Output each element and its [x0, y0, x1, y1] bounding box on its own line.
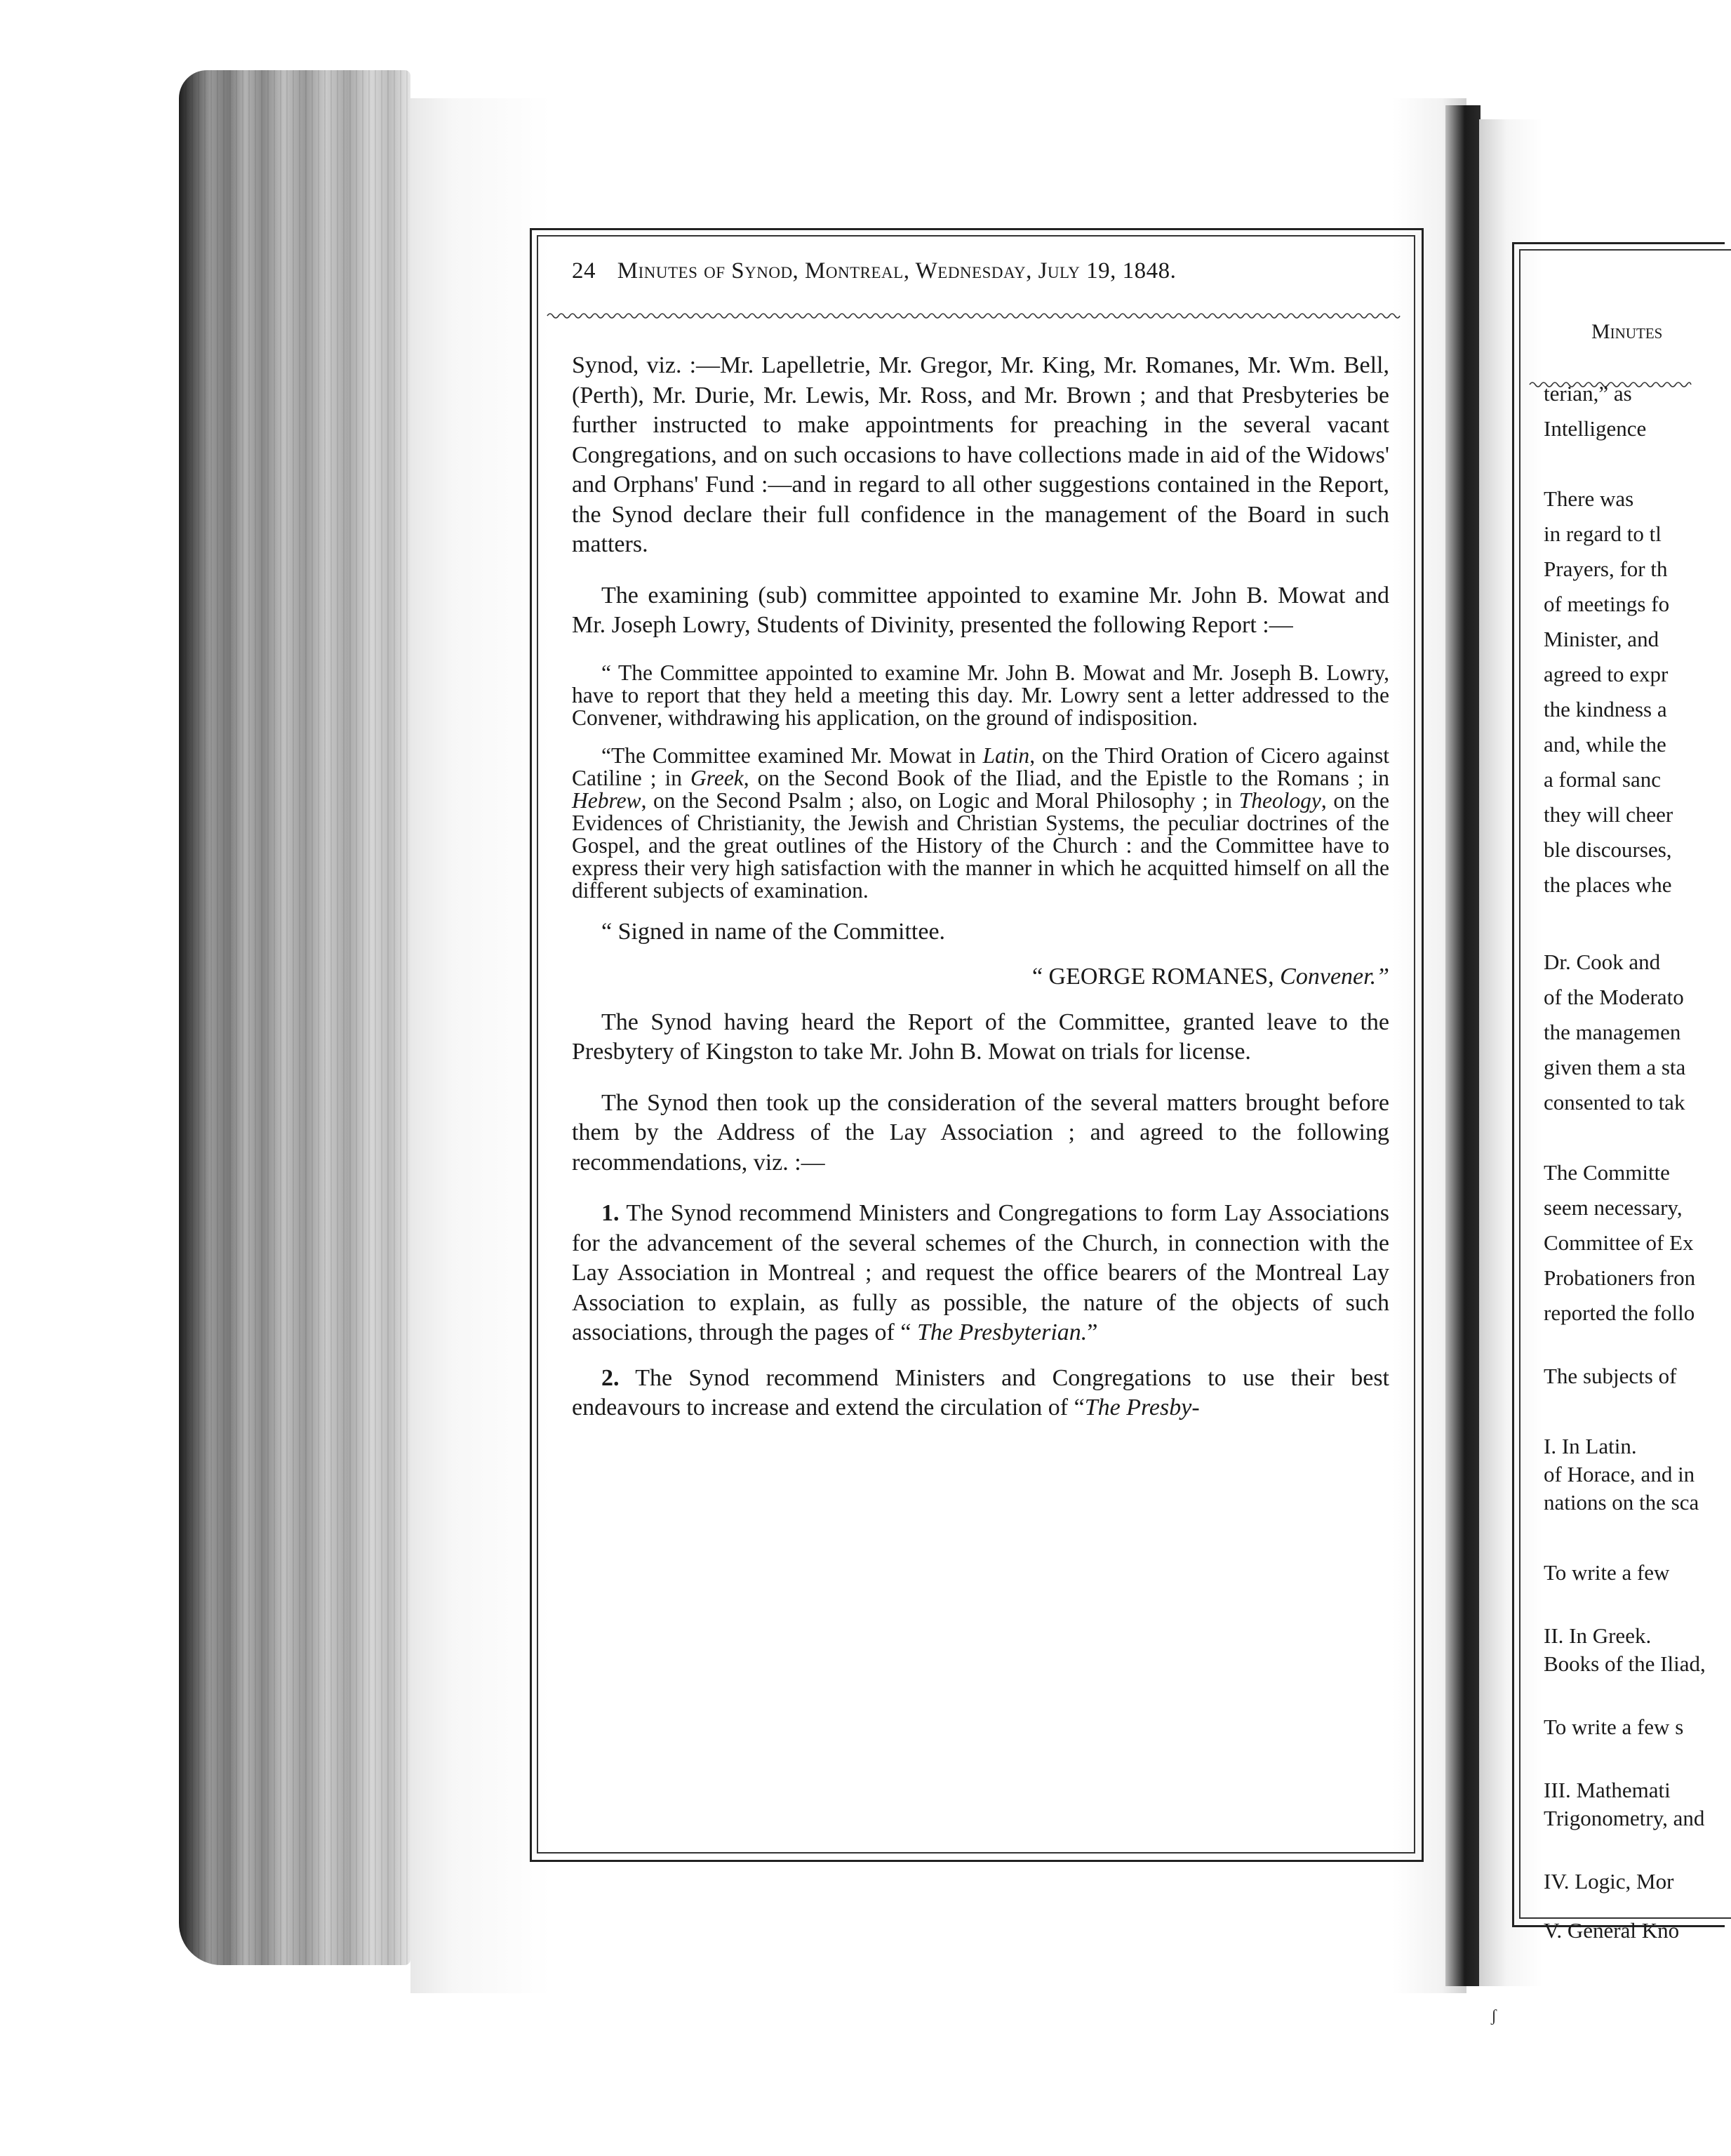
subject-hebrew: Hebrew	[572, 787, 641, 813]
report-text: , on the Third Oration of Cicero against Catiline ; in	[572, 743, 1389, 790]
right-page-line: given them a sta	[1544, 1055, 1686, 1079]
right-page-line: reported the follo	[1544, 1300, 1695, 1325]
recommendation-1	[572, 1199, 1389, 1348]
report-text: “The Committee examined Mr. Mowat in	[601, 743, 983, 768]
page-number: 24	[572, 258, 596, 284]
right-page-line: Probationers fron	[1544, 1265, 1696, 1290]
convener-signature	[572, 962, 1389, 992]
signed-line: “ Signed in name of the Committee.	[601, 918, 946, 945]
recommendation-number: 2.	[601, 1364, 620, 1391]
right-page-line: Prayers, for th	[1544, 557, 1668, 581]
convener-name: “ GEORGE ROMANES,	[1031, 964, 1281, 990]
right-page-line: III. Mathemati	[1544, 1778, 1671, 1802]
subject-greek: Greek	[690, 765, 744, 790]
book-gutter	[1445, 105, 1481, 1986]
report-text: , on the Second Psalm ; also, on Logic and Moral Philosophy ; in	[641, 787, 1239, 813]
right-page-line: nations on the sca	[1544, 1490, 1699, 1515]
recommendation-2	[572, 1364, 1389, 1423]
right-page-line: The Committe	[1544, 1160, 1670, 1185]
right-page-line: consented to tak	[1544, 1090, 1685, 1114]
right-page-line: the kindness a	[1544, 697, 1667, 721]
right-page-line: V. General Kno	[1544, 1918, 1680, 1943]
right-page-line: the places whe	[1544, 872, 1672, 897]
subject-latin: Latin	[982, 743, 1030, 768]
right-page-line: in regard to tl	[1544, 521, 1662, 546]
paragraph-examining-committee: The examining (sub) committee appointed to examine Mr. John B. Mowat and Mr. Joseph Lowry, Students of Divinity, presented the following Report :—	[572, 582, 1389, 638]
publication-title: The Presby-	[1084, 1395, 1200, 1420]
right-page-line: Intelligence	[1544, 416, 1647, 441]
report-paragraph-2	[572, 745, 1389, 902]
right-page-line: of the Moderato	[1544, 985, 1684, 1009]
right-running-title: Minutes	[1591, 320, 1663, 343]
running-header	[572, 258, 1386, 284]
right-page-line: Dr. Cook and	[1544, 950, 1661, 974]
right-page-line: seem necessary,	[1544, 1195, 1683, 1220]
right-page-line: terian,” as	[1544, 381, 1632, 406]
right-page-line: of Horace, and in	[1544, 1462, 1695, 1486]
committee-report	[572, 662, 1389, 902]
recommendation-number: 1.	[601, 1200, 620, 1226]
paragraph-synod-appointments: Synod, viz. :—Mr. Lapelletrie, Mr. Gregor, Mr. King, Mr. Romanes, Mr. Wm. Bell, (Perth), Mr. Durie, Mr. Lewis, Mr. Ross, and Mr. Brown ; and that Presbyteries be further instructed to make appointments for preaching in the several vacant Congregations, and on such occasions to have collections made in aid of the Widows' and Orphans' Fund :—and in regard to all other suggestions contained in the Report, the Synod declare their full confidence in the management of the Board in such matters.	[572, 352, 1389, 557]
paragraph-lay-association: The Synod then took up the consideration of the several matters brought before them by the Address of the Lay Association ; and agreed to the following recommendations, viz. :—	[572, 1089, 1389, 1176]
right-page-line: Books of the Iliad,	[1544, 1651, 1706, 1676]
page-body	[572, 351, 1389, 1423]
closing-quote: ”	[1087, 1319, 1098, 1345]
scan-mark: ʃ	[1491, 2007, 1497, 2025]
right-page-line: Minister, and	[1544, 627, 1659, 651]
right-page-line: To write a few s	[1544, 1715, 1684, 1739]
right-page-line: ble discourses,	[1544, 837, 1672, 862]
report-text: , on the Evidences of Christianity, the Jewish and Christian Systems, the peculiar doctrines of the Gospel, and the great outlines of the History of the Church : and the Committee have to express their very high satisfaction with the manner in which he acquitted himself on all the different subjects of examination.	[572, 787, 1390, 903]
right-page-line: Committee of Ex	[1544, 1230, 1694, 1255]
right-page-line: the managemen	[1544, 1020, 1681, 1044]
right-page-line: II. In Greek.	[1544, 1623, 1652, 1648]
paragraph-leave-granted: The Synod having heard the Report of the Committee, granted leave to the Presbytery of Kingston to take Mr. John B. Mowat on trials for license.	[572, 1009, 1389, 1065]
right-page-line: To write a few	[1544, 1560, 1670, 1585]
wavy-rule	[547, 310, 1400, 321]
right-page-line: they will cheer	[1544, 802, 1673, 827]
recommendation-text: The Synod recommend Ministers and Congregations to use their best endeavours to increase and extend the circulation of “	[572, 1364, 1389, 1420]
right-page-line: a formal sanc	[1544, 767, 1661, 792]
running-title: Minutes of Synod, Montreal, Wednesday, July 19, 1848.	[617, 258, 1177, 284]
right-page-line: The subjects of	[1544, 1364, 1677, 1388]
publication-title: The Presbyterian.	[916, 1319, 1088, 1345]
right-page-line: Trigonometry, and	[1544, 1806, 1705, 1830]
report-text: , on the Second Book of the Iliad, and the Epistle to the Romans ; in	[743, 765, 1389, 790]
right-page-line: and, while the	[1544, 732, 1666, 757]
report-paragraph-1: “ The Committee appointed to examine Mr. John B. Mowat and Mr. Joseph B. Lowry, have to report that they held a meeting this day. Mr. Lowry sent a letter addressed to the Convener, withdrawing his application, on the ground of indisposition.	[572, 660, 1389, 730]
page-edges-texture	[179, 70, 410, 1965]
recommendation-text: The Synod recommend Ministers and Congregations to form Lay Associations for the advancement of the several schemes of the Church, in connection with the Lay Association in Montreal ; and request the office bearers of the Montreal Lay Association to explain, as fully as possible, the nature of the objects of such associations, through the pages of “	[572, 1200, 1389, 1345]
right-page-line: I. In Latin.	[1544, 1434, 1637, 1458]
right-page-line: agreed to expr	[1544, 662, 1669, 686]
right-page-text	[1544, 309, 1706, 1943]
subject-theology: Theology	[1238, 787, 1321, 813]
right-page-line: There was	[1544, 486, 1634, 511]
right-page-line: IV. Logic, Mor	[1544, 1869, 1674, 1894]
convener-title: Convener.”	[1280, 964, 1389, 990]
right-page-line: of meetings fo	[1544, 592, 1670, 616]
